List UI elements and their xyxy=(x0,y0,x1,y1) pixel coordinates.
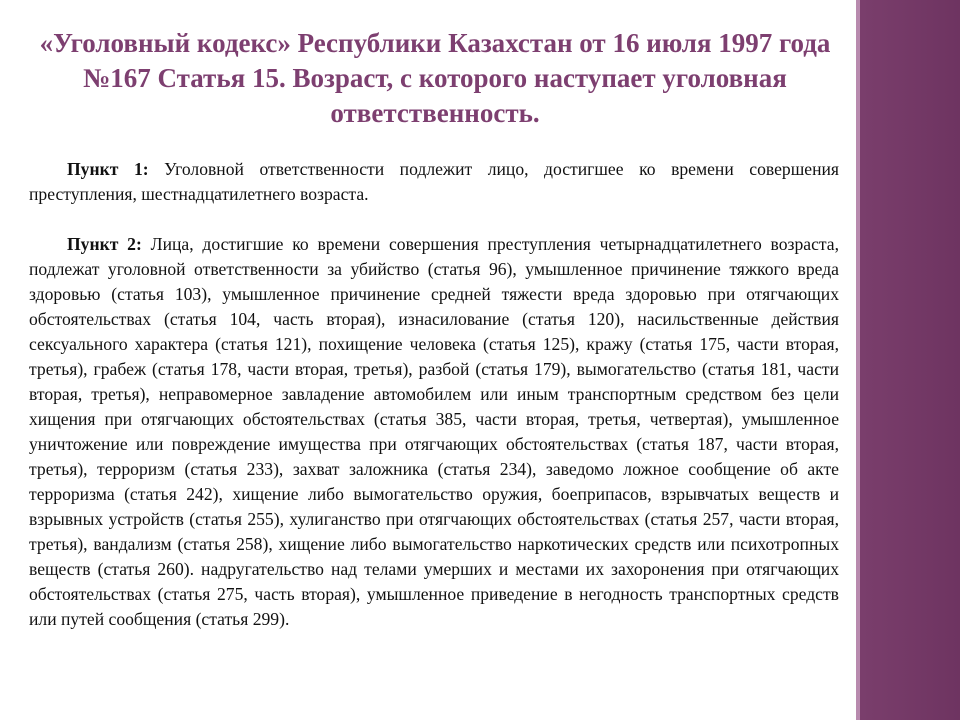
slide-title: «Уголовный кодекс» Республики Казахстан от 16 июля 1997 года №167 Статья 15. Возраст, с которого наступает уголовная ответственность. xyxy=(39,28,831,128)
paragraph-text: Уголовной ответственности подлежит лицо, достигшее ко времени совершения преступления, шестнадцатилетнего возраста. xyxy=(29,159,840,204)
paragraph-label: Пункт 2: xyxy=(67,234,142,254)
slide-body xyxy=(29,157,839,632)
paragraph-label: Пункт 1: xyxy=(67,159,149,179)
paragraph-spacer xyxy=(29,207,839,232)
paragraph-punkt-2 xyxy=(29,232,839,632)
paragraph-punkt-1 xyxy=(29,157,839,207)
paragraph-text: Лица, достигшие ко времени совершения преступления четырнадцатилетнего возраста, подлежат уголовной ответственности за убийство (статья 96), умышленное причинение тяжкого вреда здоровью (статья 103), умышленное причинение средней тяжести вреда здоровью при отягчающих обстоятельствах (статья 104, часть вторая), изнасилование (статья 120), насильственные действия сексуального характера (статья 121), похищение человека (статья 125), кражу (статья 175, части вторая, третья), грабеж (статья 178, части вторая, третья), разбой (статья 179), вымогательство (статья 181, части вторая, третья), неправомерное завладение автомобилем или иным транспортным средством без цели хищения при отягчающих обстоятельствах (статья 385, части вторая, третья, четвертая), умышленное уничтожение или повреждение имущества при отягчающих обстоятельствах (статья 187, части вторая, третья), терроризм (статья 233), захват заложника (статья 234), заведомо ложное сообщение об акте терроризма (статья 242), хищение либо вымогательство оружия, боеприпасов, взрывчатых веществ и взрывных устройств (статья 255), хулиганство при отягчающих обстоятельствах (статья 257, части вторая, третья), вандализм (статья 258), хищение либо вымогательство наркотических средств или психотропных веществ (статья 260). надругательство над телами умерших и местами их захоронения при отягчающих обстоятельствах (статья 275, часть вторая), умышленное приведение в негодность транспортных средств или путей сообщения (статья 299). xyxy=(29,234,840,629)
decorative-side-bar xyxy=(860,0,960,720)
